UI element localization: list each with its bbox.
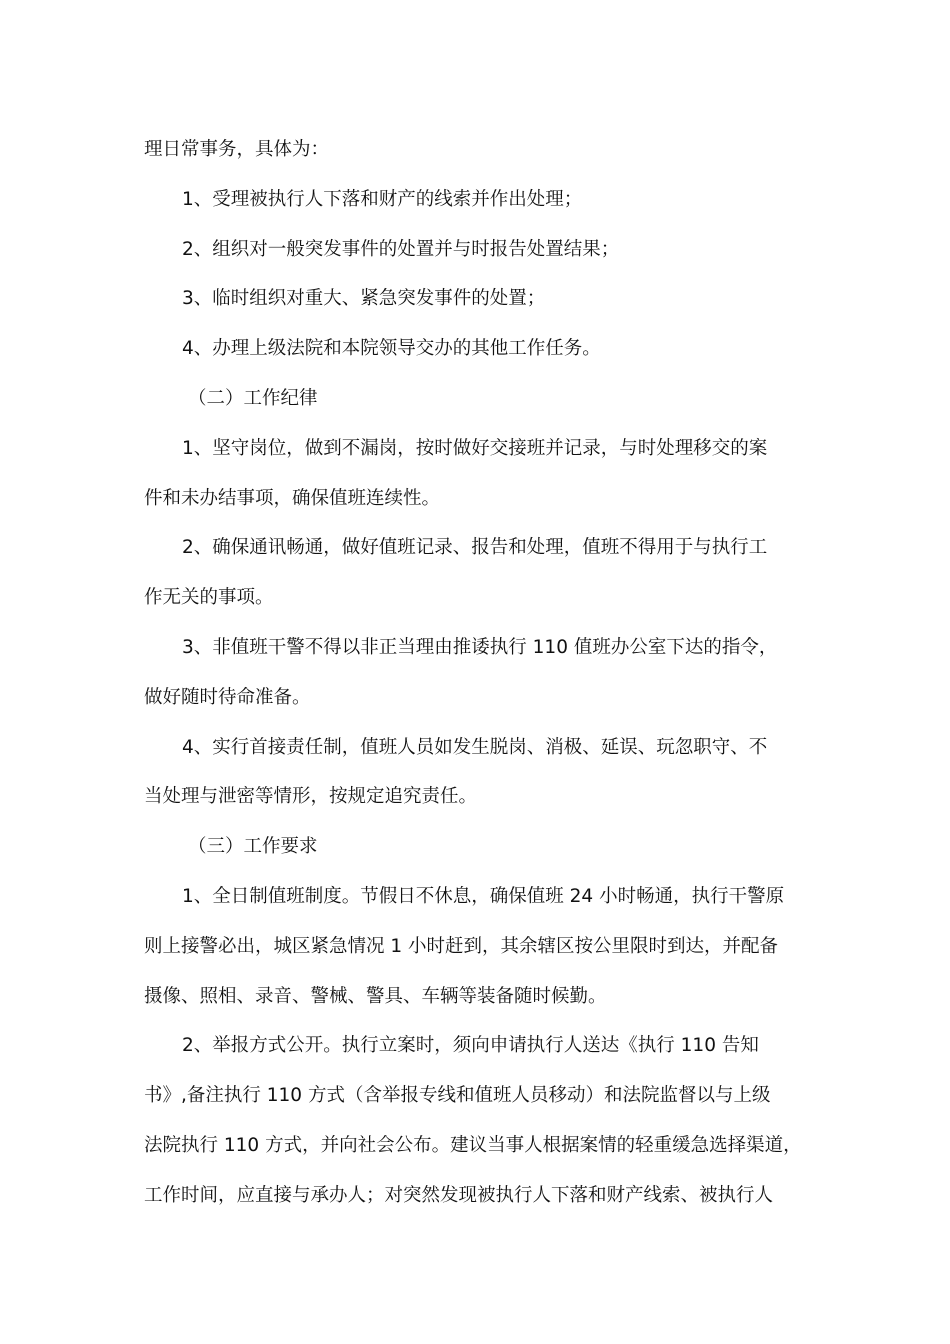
section-heading: （三）工作要求 — [188, 836, 318, 858]
paragraph-line: 件和未办结事项，确保值班连续性。 — [144, 487, 441, 509]
paragraph-line: 则上接警必出，城区紧急情况 1 小时赶到，其余辖区按公里限时到达，并配备 — [144, 935, 779, 957]
paragraph-line: 作无关的事项。 — [144, 587, 274, 609]
paragraph-line: 做好随时待命准备。 — [144, 686, 311, 708]
list-item: 1、受理被执行人下落和财产的线索并作出处理； — [182, 188, 583, 210]
paragraph-line: 工作时间，应直接与承办人；对突然发现被执行人下落和财产线索、被执行人 — [144, 1184, 774, 1206]
list-item: 3、临时组织对重大、紧急突发事件的处置； — [182, 288, 546, 310]
paragraph-line: 摄像、照相、录音、警械、警具、车辆等装备随时候勤。 — [144, 985, 607, 1007]
section-heading: （二）工作纪律 — [188, 387, 318, 409]
list-item: 1、坚守岗位，做到不漏岗，按时做好交接班并记录，与时处理移交的案 — [182, 437, 768, 459]
list-item: 1、全日制值班制度。节假日不休息，确保值班 24 小时畅通，执行干警原 — [182, 885, 785, 907]
paragraph-line: 当处理与泄密等情形，按规定追究责任。 — [144, 786, 478, 808]
paragraph-line: 法院执行 110 方式，并向社会公布。建议当事人根据案情的轻重缓急选择渠道， — [144, 1134, 802, 1156]
list-item: 4、办理上级法院和本院领导交办的其他工作任务。 — [182, 338, 601, 360]
list-item: 2、确保通讯畅通，做好值班记录、报告和处理，值班不得用于与执行工 — [182, 537, 768, 559]
list-item: 2、组织对一般突发事件的处置并与时报告处置结果； — [182, 238, 620, 260]
list-item: 4、实行首接责任制，值班人员如发生脱岗、消极、延误、玩忽职守、不 — [182, 736, 768, 758]
document-body — [144, 133, 816, 1229]
paragraph-line: 理日常事务，具体为： — [144, 139, 330, 160]
list-item: 3、非值班干警不得以非正当理由推诿执行 110 值班办公室下达的指令， — [182, 636, 778, 658]
paragraph-line: 书》,备注执行 110 方式（含举报专线和值班人员移动）和法院监督以与上级 — [144, 1085, 771, 1107]
list-item: 2、举报方式公开。执行立案时，须向申请执行人送达《执行 110 告知 — [182, 1035, 759, 1057]
